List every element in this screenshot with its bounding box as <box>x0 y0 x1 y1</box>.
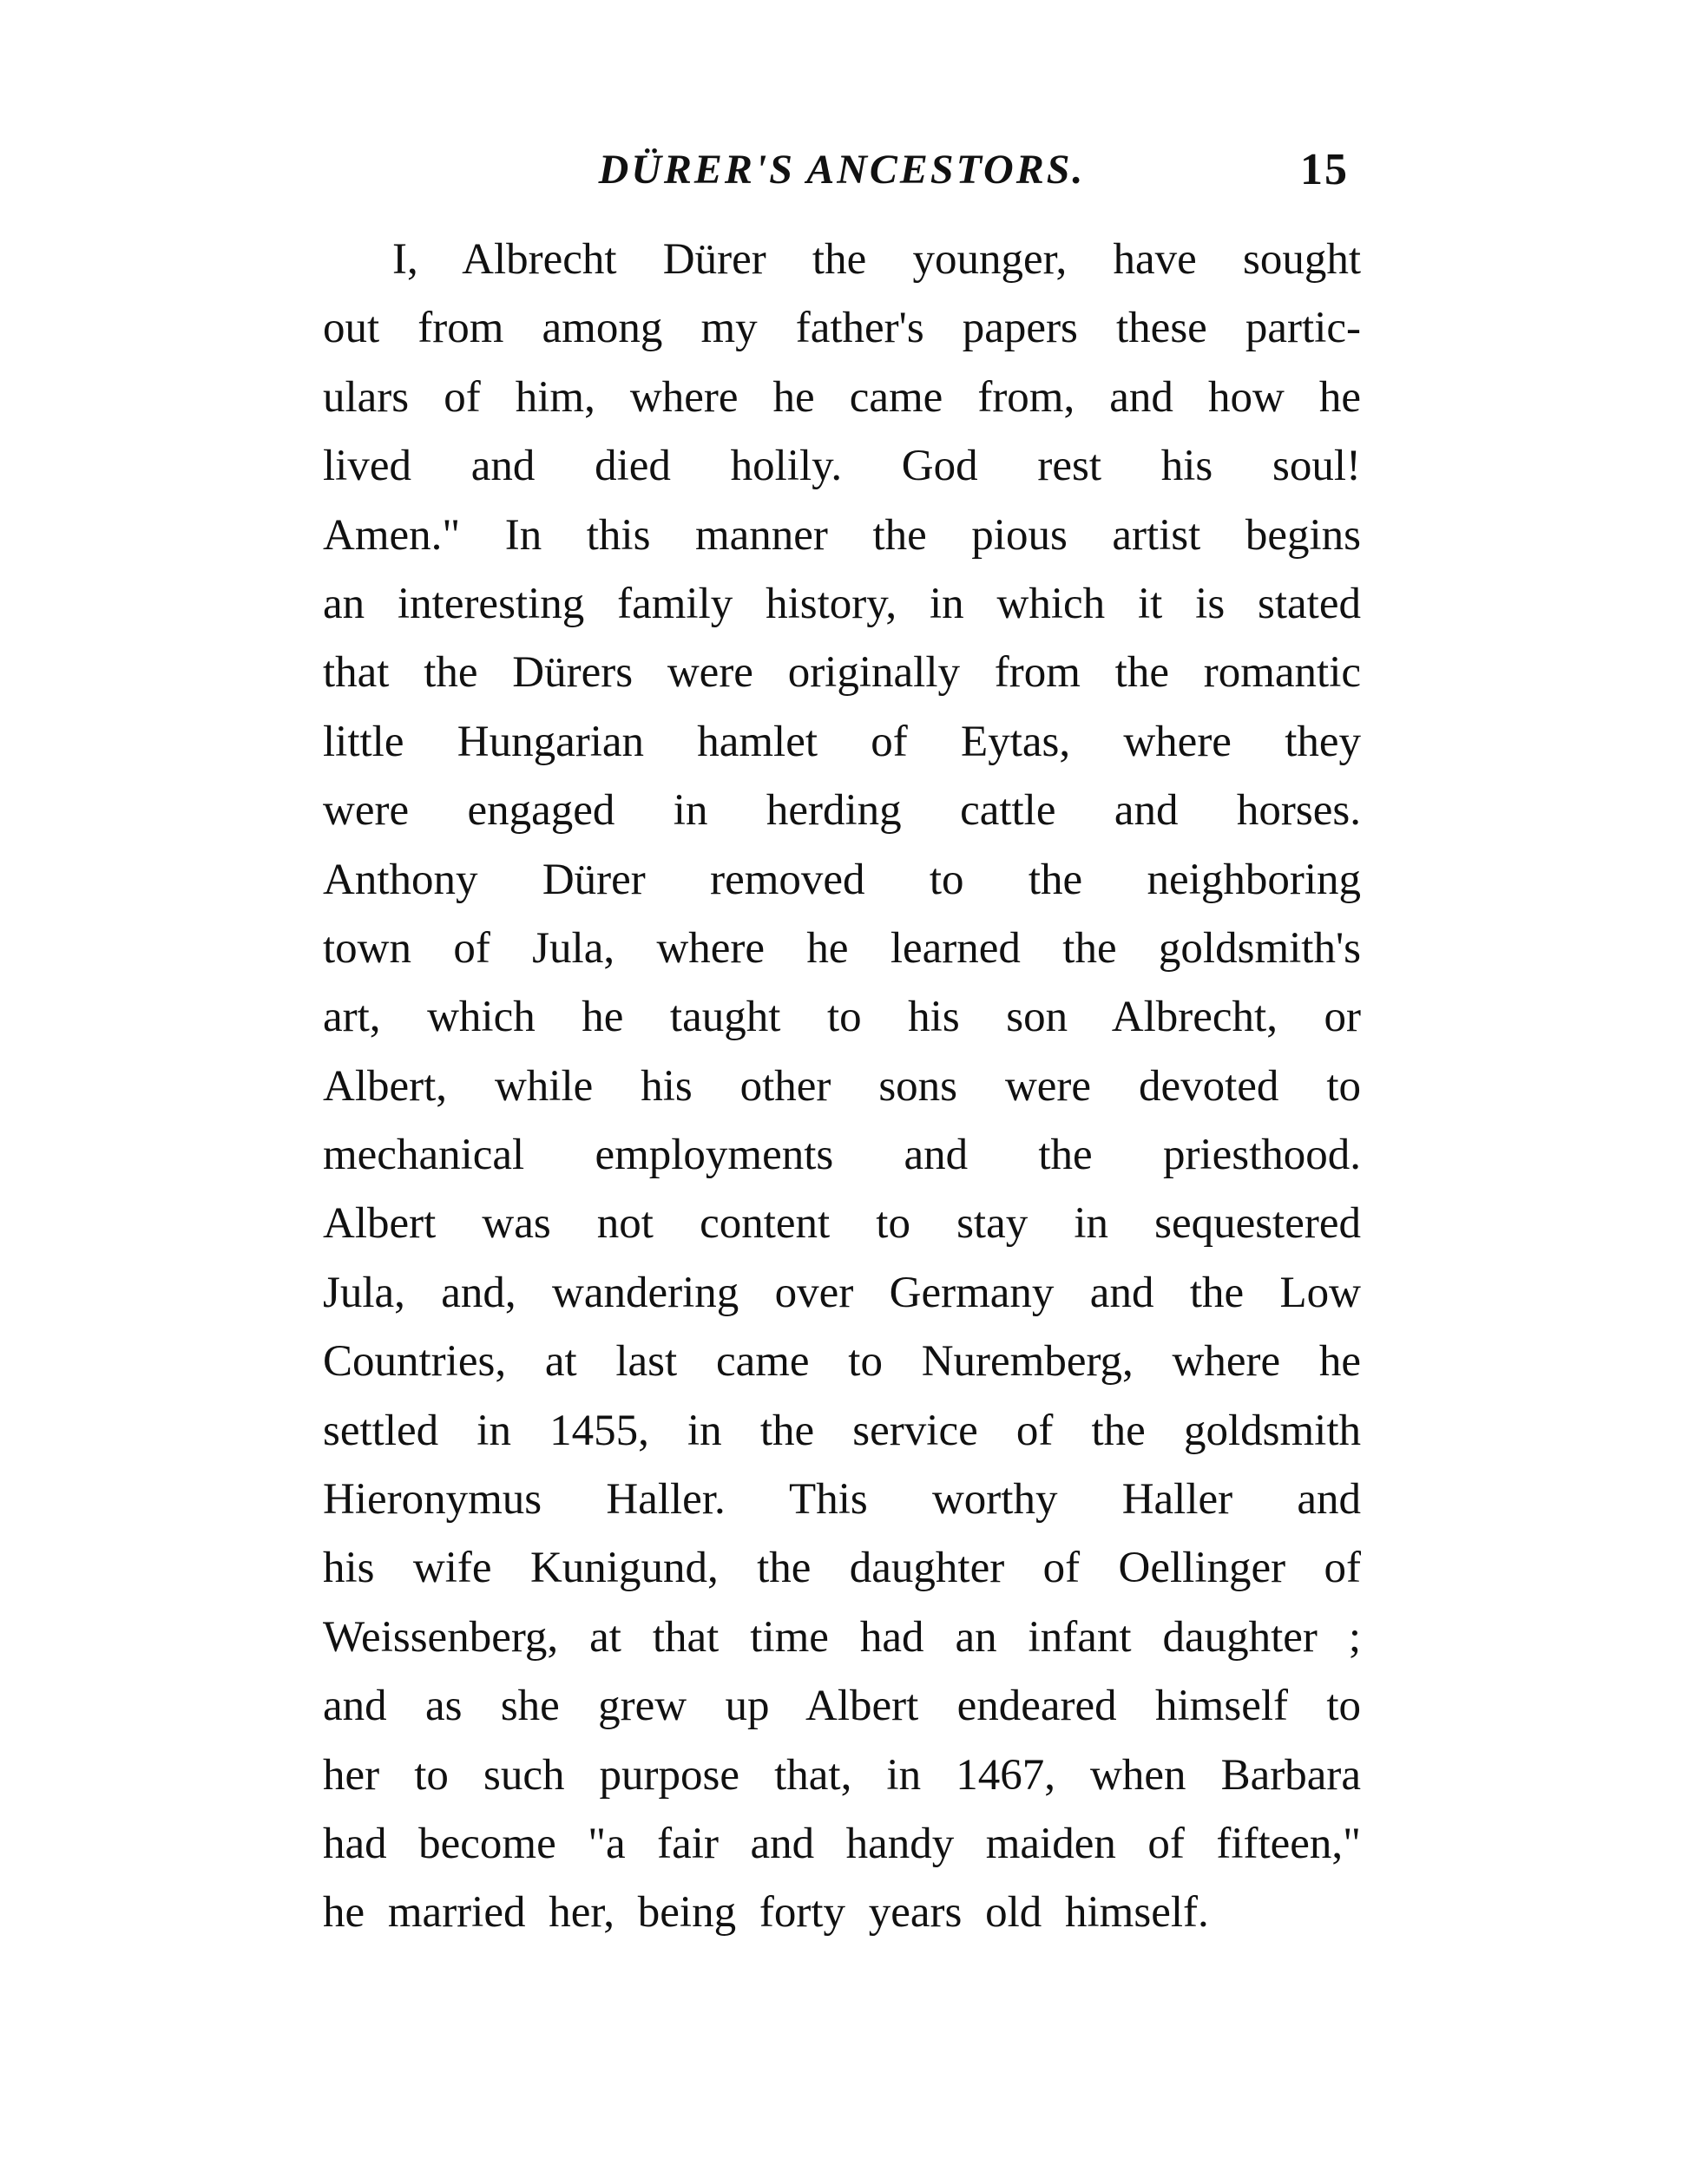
text-line-19: Hieronymus Haller. This worthy Haller and <box>323 1475 1361 1525</box>
text-line-13: Albert, while his other sons were devoted to <box>323 1061 1361 1111</box>
text-line-24: had become "a fair and handy maiden of fifteen," <box>323 1819 1361 1868</box>
text-line-10: Anthony Dürer removed to the neighboring <box>323 855 1361 904</box>
text-line-18: settled in 1455, in the service of the goldsmith <box>323 1406 1361 1455</box>
text-line-17: Countries, at last came to Nuremberg, where he <box>323 1337 1361 1387</box>
text-line-16: Jula, and, wandering over Germany and the Low <box>323 1268 1361 1317</box>
text-line-12: art, which he taught to his son Albrecht, or <box>323 993 1361 1042</box>
text-line-21: Weissenberg, at that time had an infant daughter ; <box>323 1612 1361 1662</box>
text-line-22: and as she grew up Albert endeared himself to <box>323 1682 1361 1731</box>
text-line-6: an interesting family history, in which it is stated <box>323 579 1361 628</box>
page-number: 15 <box>1300 145 1349 194</box>
text-line-9: were engaged in herding cattle and horses. <box>323 786 1361 836</box>
text-line-11: town of Jula, where he learned the goldsmith's <box>323 923 1361 973</box>
text-line-3: ulars of him, where he came from, and how he <box>323 372 1361 422</box>
text-line-1: I, Albrecht Dürer the younger, have sought <box>392 235 1361 284</box>
text-line-20: his wife Kunigund, the daughter of Oellinger of <box>323 1544 1361 1593</box>
text-line-2: out from among my father's papers these partic- <box>323 304 1361 353</box>
text-line-7: that the Dürers were originally from the romantic <box>323 648 1361 698</box>
text-line-23: her to such purpose that, in 1467, when Barbara <box>323 1750 1361 1800</box>
text-line-8: little Hungarian hamlet of Eytas, where they <box>323 717 1361 766</box>
text-line-15: Albert was not content to stay in sequestered <box>323 1199 1361 1249</box>
text-line-5: Amen." In this manner the pious artist begins <box>323 510 1361 560</box>
text-line-25: he married her, being forty years old himself. <box>323 1888 1209 1938</box>
body-paragraph <box>323 226 1361 1948</box>
text-line-4: lived and died holily. God rest his soul! <box>323 442 1361 491</box>
running-title: DÜRER'S ANCESTORS. <box>598 147 1086 193</box>
text-line-14: mechanical employments and the priesthood. <box>323 1131 1361 1180</box>
running-head <box>323 135 1361 205</box>
